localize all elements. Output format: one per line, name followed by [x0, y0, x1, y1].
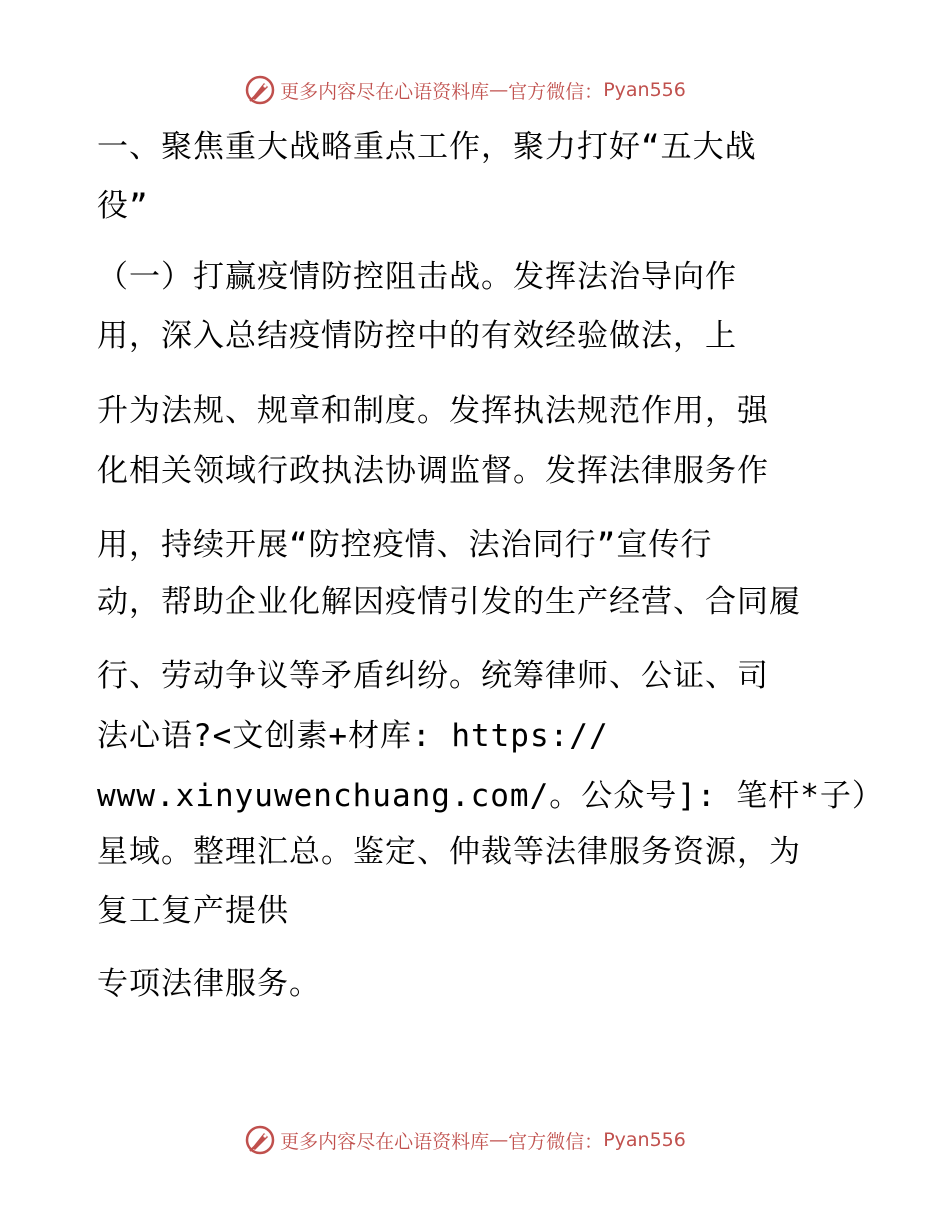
banner-left-text: 更多内容尽在心语资料库 — [280, 80, 490, 103]
body-line: 化相关领域行政执法协调监督。发挥法律服务作 — [97, 453, 769, 489]
body-line: www.xinyuwenchuang.com/。公众号]: 笔杆*子） — [97, 778, 884, 814]
banner-separator: — — [489, 1129, 509, 1151]
heading-line: 一、聚焦重大战略重点工作，聚力打好“五大战 — [97, 129, 757, 165]
banner-separator: — — [489, 79, 509, 101]
header-watermark-banner — [0, 72, 950, 108]
body-line: （一）打赢疫情防控阻击战。发挥法治导向作 — [97, 259, 737, 295]
pen-nib-circle-icon — [244, 1124, 276, 1156]
body-line: 行、劳动争议等矛盾纠纷。统筹律师、公证、司 — [97, 658, 769, 694]
body-line: 升为法规、规章和制度。发挥执法规范作用，强 — [97, 393, 769, 429]
heading-line: 役” — [97, 188, 149, 224]
body-line: 用，持续开展“防控疫情、法治同行”宣传行 — [97, 527, 713, 563]
body-line: 星域。整理汇总。鉴定、仲裁等法律服务资源，为 — [97, 834, 801, 870]
banner-wechat-id: Pyan556 — [603, 79, 686, 101]
banner-wechat-id: Pyan556 — [603, 1129, 686, 1151]
body-line: 专项法律服务。 — [97, 966, 321, 1002]
banner-right-text: 官方微信： — [508, 80, 604, 103]
body-line: 动，帮助企业化解因疫情引发的生产经营、合同履 — [97, 584, 801, 620]
body-line: 复工复产提供 — [97, 893, 289, 929]
footer-watermark-banner — [0, 1122, 950, 1158]
banner-left-text: 更多内容尽在心语资料库 — [280, 1130, 490, 1153]
body-line: 法心语?<文创素+材库: https:// — [97, 718, 609, 754]
banner-right-text: 官方微信： — [508, 1130, 604, 1153]
pen-nib-circle-icon — [244, 74, 276, 106]
body-line: 用，深入总结疫情防控中的有效经验做法，上 — [97, 318, 737, 354]
